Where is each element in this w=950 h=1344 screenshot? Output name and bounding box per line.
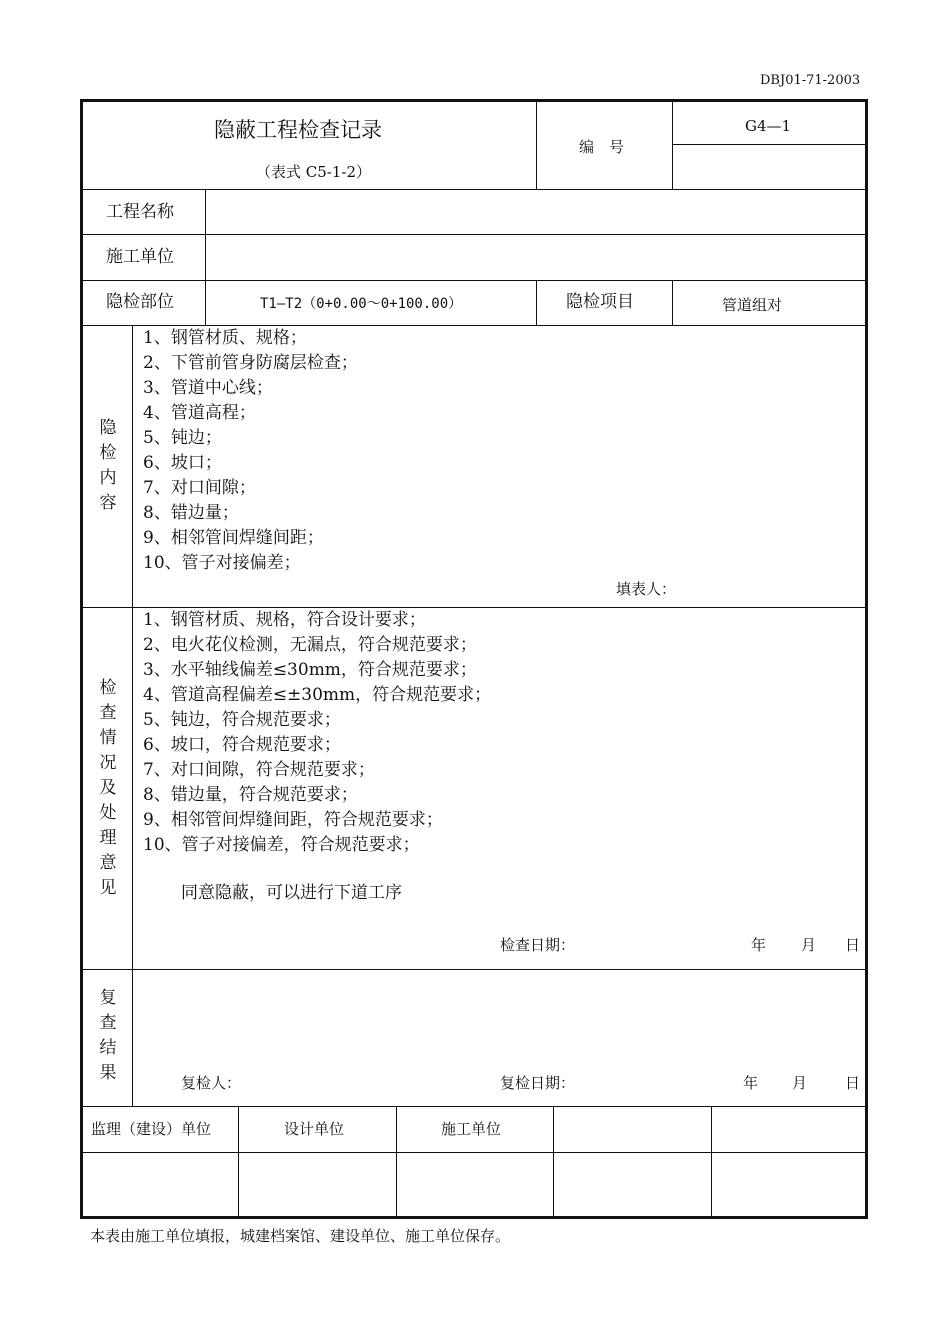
- list-item: 5、钝边，符合规范要求；: [143, 710, 341, 730]
- reviewer-label: 复检人：: [181, 1074, 242, 1092]
- list-item: 1、钢管材质、规格，符合设计要求；: [143, 610, 426, 630]
- rule-unit-bottom: [80, 280, 868, 281]
- rule-inspection-bottom: [80, 969, 868, 970]
- list-item: 8、错边量；: [143, 503, 239, 523]
- filler-label: 填表人：: [616, 580, 677, 598]
- review-date-day: 日: [845, 1074, 861, 1092]
- project-name-label: 工程名称: [106, 202, 174, 222]
- rule-header-bottom: [80, 189, 868, 190]
- rule-item-mid: [672, 280, 673, 326]
- sign-header-construction: 施工单位: [441, 1120, 502, 1138]
- check-date-month: 月: [801, 936, 817, 954]
- check-date-label: 检查日期：: [500, 936, 576, 954]
- rule-side-label-col: [132, 325, 133, 1107]
- list-item: 3、水平轴线偏差≤30mm，符合规范要求；: [143, 660, 477, 680]
- inspection-side-label: 检查情况及处理意见: [99, 678, 117, 898]
- rule-number-mid: [672, 144, 868, 145]
- document-code: DBJ01-71-2003: [760, 73, 861, 88]
- rule-sign-col-4: [711, 1106, 712, 1219]
- list-item: 3、管道中心线；: [143, 378, 273, 398]
- list-item: 2、电火花仪检测，无漏点，符合规范要求；: [143, 635, 477, 655]
- content-side-label: 隐检内容: [99, 418, 117, 513]
- item-label: 隐检项目: [566, 292, 634, 312]
- location-value: T1—T2（0+0.00～0+100.00）: [260, 296, 463, 312]
- review-date-label: 复检日期：: [500, 1074, 576, 1092]
- list-item: 10、管子对接偏差，符合规范要求；: [143, 835, 420, 855]
- list-item: 9、相邻管间焊缝间距，符合规范要求；: [143, 810, 443, 830]
- list-item: 6、坡口，符合规范要求；: [143, 735, 341, 755]
- sign-header-supervision: 监理（建设）单位: [91, 1120, 212, 1138]
- list-item: 9、相邻管间焊缝间距；: [143, 528, 324, 548]
- list-item: 10、管子对接偏差；: [143, 553, 301, 573]
- footer-note: 本表由施工单位填报，城建档案馆、建设单位、施工单位保存。: [90, 1227, 511, 1245]
- review-date-month: 月: [792, 1074, 808, 1092]
- rule-location-mid: [536, 280, 537, 326]
- check-date-year: 年: [751, 936, 767, 954]
- list-item: 5、钝边；: [143, 428, 222, 448]
- list-item: 6、坡口；: [143, 453, 222, 473]
- rule-review-bottom: [80, 1106, 868, 1107]
- form-code: （表式 C5-1-2）: [256, 163, 372, 181]
- list-item: 2、下管前管身防腐层检查；: [143, 353, 358, 373]
- list-item: 7、对口间隙，符合规范要求；: [143, 760, 375, 780]
- list-item: 7、对口间隙；: [143, 478, 256, 498]
- rule-sign-header-bottom: [80, 1152, 868, 1153]
- number-value: G4—1: [745, 117, 792, 135]
- form-title: 隐蔽工程检查记录: [214, 118, 382, 142]
- review-side-label: 复查结果: [99, 988, 117, 1083]
- conclusion-text: 同意隐蔽，可以进行下道工序: [181, 883, 402, 903]
- inspection-list: [143, 608, 491, 858]
- rule-number-left: [672, 99, 673, 190]
- item-value: 管道组对: [722, 296, 783, 314]
- list-item: 8、错边量，符合规范要求；: [143, 785, 358, 805]
- rule-sign-col-2: [396, 1106, 397, 1219]
- rule-sign-col-1: [238, 1106, 239, 1219]
- check-date-day: 日: [845, 936, 861, 954]
- list-item: 4、管道高程；: [143, 403, 256, 423]
- rule-sign-col-3: [553, 1106, 554, 1219]
- rule-project-bottom: [80, 234, 868, 235]
- rule-label-col: [205, 189, 206, 326]
- list-item: 1、钢管材质、规格；: [143, 328, 307, 348]
- review-date-year: 年: [743, 1074, 759, 1092]
- rule-title-right: [536, 99, 537, 190]
- number-label: 编 号: [579, 138, 625, 156]
- construction-unit-label: 施工单位: [106, 247, 174, 267]
- location-label: 隐检部位: [106, 292, 174, 312]
- content-list: [143, 326, 358, 576]
- list-item: 4、管道高程偏差≤±30mm，符合规范要求；: [143, 685, 492, 705]
- sign-header-design: 设计单位: [284, 1120, 345, 1138]
